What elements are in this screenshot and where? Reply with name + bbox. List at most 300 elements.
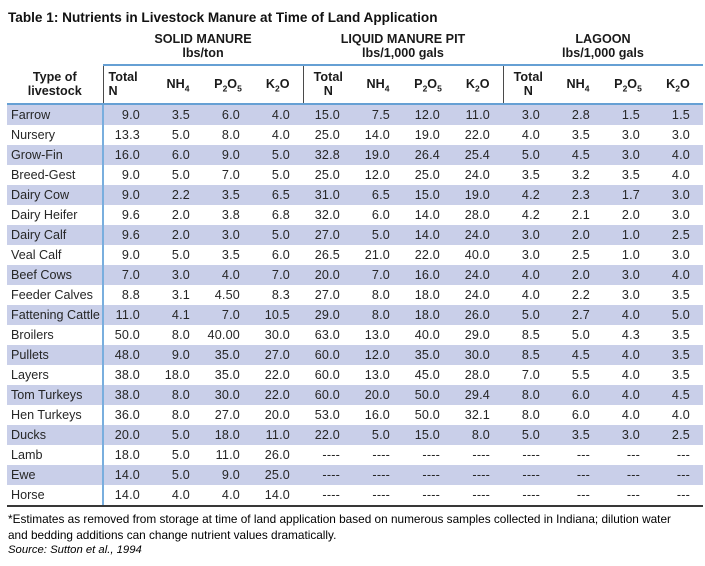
table-row: [7, 385, 703, 405]
group-lagoon: [503, 32, 703, 65]
table-row: [7, 285, 703, 305]
solid-nh4-value: 5.0: [171, 248, 190, 262]
liquid-k2o-value: 29.0: [464, 328, 490, 342]
solid-k2o-value: 25.0: [264, 468, 290, 482]
table-body: [7, 104, 703, 506]
corner-cell: [7, 32, 103, 65]
lagoon-p2o5-value: ---: [626, 468, 640, 482]
lagoon-p2o5-value: 2.0: [621, 208, 640, 222]
lagoon-nh4-value: 3.2: [571, 168, 590, 182]
lagoon-p2o5-value: ---: [603, 485, 653, 506]
liquid-nh4-value: 5.0: [371, 228, 390, 242]
solid-total-n-value: 38.0: [114, 368, 140, 382]
lagoon-total-n-value: 7.0: [521, 368, 540, 382]
liquid-k2o-value: ----: [472, 448, 490, 462]
liquid-total-n-value: 25.0: [314, 128, 340, 142]
lagoon-k2o-value: 2.5: [671, 428, 690, 442]
lagoon-p2o5-value: 1.5: [621, 108, 640, 122]
liquid-p2o5-value: 22.0: [414, 248, 440, 262]
table-row: [7, 125, 703, 145]
solid-nh4-value: 3.5: [171, 108, 190, 122]
livestock-name: Fattening Cattle: [7, 305, 103, 325]
livestock-name: Layers: [7, 365, 103, 385]
liquid-p2o5-value: 18.0: [414, 288, 440, 302]
livestock-name: Beef Cows: [7, 265, 103, 285]
liquid-k2o-value: 40.0: [464, 248, 490, 262]
livestock-name: Feeder Calves: [7, 285, 103, 305]
solid-total-n-value: 36.0: [114, 408, 140, 422]
liquid-total-n-value: 22.0: [314, 428, 340, 442]
lagoon-p2o5-value: 4.0: [621, 348, 640, 362]
solid-p2o5-value: 35.0: [214, 348, 240, 362]
col-header-k2o: $K_2O$: [653, 65, 703, 104]
solid-total-n-value: 9.6: [121, 228, 140, 242]
solid-nh4-value: 5.0: [171, 468, 190, 482]
solid-nh4-value: 8.0: [171, 408, 190, 422]
liquid-nh4-value: 13.0: [364, 328, 390, 342]
solid-nh4-value: 2.2: [171, 188, 190, 202]
solid-p2o5-value: 9.0: [221, 468, 240, 482]
liquid-nh4-value: 7.5: [371, 108, 390, 122]
lagoon-nh4-value: 2.0: [571, 228, 590, 242]
nutrients-table: [7, 32, 703, 507]
solid-p2o5-value: 3.8: [221, 208, 240, 222]
liquid-total-n-value: 31.0: [314, 188, 340, 202]
solid-k2o-value: 20.0: [264, 408, 290, 422]
solid-nh4-value: 18.0: [164, 368, 190, 382]
livestock-name: Hen Turkeys: [7, 405, 103, 425]
table-row: [7, 245, 703, 265]
lagoon-p2o5-value: 4.3: [621, 328, 640, 342]
solid-k2o-value: 6.5: [271, 188, 290, 202]
solid-nh4-value: 8.0: [171, 388, 190, 402]
lagoon-p2o5-value: 4.0: [621, 388, 640, 402]
solid-total-n-value: 9.6: [121, 208, 140, 222]
solid-nh4-value: 3.0: [171, 268, 190, 282]
lagoon-p2o5-value: 3.0: [621, 148, 640, 162]
lagoon-k2o-value: ---: [653, 485, 703, 506]
solid-total-n-value: 11.0: [115, 308, 140, 322]
col-header-nh4: $NH_4$: [353, 65, 403, 104]
liquid-total-n-value: 32.0: [314, 208, 340, 222]
solid-nh4-value: 3.1: [171, 288, 190, 302]
solid-total-n-value: 8.8: [121, 288, 140, 302]
solid-nh4-value: 5.0: [171, 428, 190, 442]
solid-total-n-value: 48.0: [114, 348, 140, 362]
liquid-k2o-value: 24.0: [464, 268, 490, 282]
lagoon-k2o-value: ---: [676, 468, 690, 482]
solid-total-n-value: 13.3: [114, 128, 140, 142]
lagoon-k2o-value: 5.0: [671, 308, 690, 322]
liquid-nh4-value: 8.0: [371, 288, 390, 302]
lagoon-k2o-value: 3.0: [671, 128, 690, 142]
liquid-total-n-value: ----: [322, 468, 340, 482]
solid-nh4-value: 2.0: [171, 228, 190, 242]
solid-total-n-value: 38.0: [114, 388, 140, 402]
lagoon-nh4-value: 3.5: [571, 128, 590, 142]
solid-total-n-value: 14.0: [114, 468, 140, 482]
lagoon-nh4-value: 5.5: [571, 368, 590, 382]
liquid-k2o-value: 29.4: [464, 388, 490, 402]
solid-k2o-value: 27.0: [264, 348, 290, 362]
liquid-p2o5-value: 50.0: [414, 408, 440, 422]
lagoon-total-n-value: ----: [503, 485, 553, 506]
solid-total-n-value: 7.0: [121, 268, 140, 282]
liquid-p2o5-value: 50.0: [414, 388, 440, 402]
solid-p2o5-value: 7.0: [221, 168, 240, 182]
lagoon-nh4-value: 2.5: [571, 248, 590, 262]
livestock-name: Farrow: [7, 104, 103, 125]
lagoon-p2o5-value: 4.0: [621, 408, 640, 422]
liquid-k2o-value: 19.0: [464, 188, 490, 202]
table-row: [7, 325, 703, 345]
lagoon-nh4-value: 3.5: [571, 428, 590, 442]
lagoon-k2o-value: 3.5: [671, 328, 690, 342]
lagoon-nh4-value: ---: [553, 485, 603, 506]
lagoon-k2o-value: ---: [676, 448, 690, 462]
lagoon-k2o-value: 4.5: [671, 388, 690, 402]
solid-p2o5-value: 27.0: [214, 408, 240, 422]
group-label: LAGOON: [575, 32, 631, 46]
liquid-nh4-value: 20.0: [364, 388, 390, 402]
liquid-k2o-value: 22.0: [464, 128, 490, 142]
group-unit: lbs/1,000 gals: [362, 46, 444, 60]
col-header-p2o5: $P_2O_5$: [403, 65, 453, 104]
liquid-p2o5-value: 14.0: [414, 208, 440, 222]
solid-k2o-value: 26.0: [264, 448, 290, 462]
column-header-row: [7, 65, 703, 104]
livestock-name: Tom Turkeys: [7, 385, 103, 405]
lagoon-k2o-value: 4.0: [671, 148, 690, 162]
col-header-k2o: $K_2O$: [453, 65, 503, 104]
liquid-p2o5-value: 16.0: [414, 268, 440, 282]
solid-total-n-value: 9.0: [121, 188, 140, 202]
liquid-nh4-value: 14.0: [364, 128, 390, 142]
solid-nh4-value: 5.0: [171, 448, 190, 462]
liquid-total-n-value: 29.0: [314, 308, 340, 322]
livestock-name: Veal Calf: [7, 245, 103, 265]
lagoon-k2o-value: 4.0: [671, 408, 690, 422]
lagoon-total-n-value: 4.2: [521, 188, 540, 202]
solid-nh4-value: 5.0: [171, 128, 190, 142]
solid-nh4-value: 4.1: [171, 308, 190, 322]
lagoon-k2o-value: 4.0: [671, 168, 690, 182]
liquid-nh4-value: ----: [372, 468, 390, 482]
solid-p2o5-value: 3.5: [221, 188, 240, 202]
table-title: Table 1: Nutrients in Livestock Manure at Time of Land Application: [8, 10, 438, 25]
group-label: LIQUID MANURE PIT: [340, 32, 466, 46]
liquid-total-n-value: 60.0: [314, 368, 340, 382]
solid-p2o5-value: 6.0: [221, 108, 240, 122]
solid-p2o5-value: 30.0: [214, 388, 240, 402]
col-header-total-n: Total N: [503, 65, 553, 104]
livestock-name: Grow-Fin: [7, 145, 103, 165]
solid-nh4-value: 9.0: [171, 348, 190, 362]
liquid-nh4-value: 13.0: [364, 368, 390, 382]
liquid-k2o-value: 8.0: [471, 428, 490, 442]
solid-p2o5-value: 9.0: [221, 148, 240, 162]
lagoon-total-n-value: 3.5: [521, 168, 540, 182]
lagoon-k2o-value: 3.5: [671, 348, 690, 362]
lagoon-p2o5-value: 1.7: [621, 188, 640, 202]
lagoon-nh4-value: 6.0: [571, 408, 590, 422]
lagoon-p2o5-value: 3.0: [621, 428, 640, 442]
solid-p2o5-value: 11.0: [215, 448, 240, 462]
group-unit: lbs/ton: [182, 46, 224, 60]
liquid-total-n-value: 60.0: [314, 348, 340, 362]
liquid-p2o5-value: 18.0: [414, 308, 440, 322]
solid-p2o5-value: 35.0: [214, 368, 240, 382]
lagoon-total-n-value: 8.5: [521, 348, 540, 362]
lagoon-k2o-value: 1.5: [671, 108, 690, 122]
solid-k2o-value: 6.8: [271, 208, 290, 222]
liquid-nh4-value: ----: [353, 485, 403, 506]
liquid-total-n-value: ----: [303, 485, 353, 506]
liquid-nh4-value: 19.0: [364, 148, 390, 162]
liquid-p2o5-value: 35.0: [414, 348, 440, 362]
liquid-p2o5-value: 14.0: [414, 228, 440, 242]
lagoon-k2o-value: 3.0: [671, 188, 690, 202]
solid-p2o5-value: 3.5: [221, 248, 240, 262]
solid-k2o-value: 5.0: [271, 148, 290, 162]
lagoon-total-n-value: ----: [522, 448, 540, 462]
lagoon-total-n-value: 8.0: [521, 388, 540, 402]
table-row: [7, 405, 703, 425]
liquid-total-n-value: 26.5: [314, 248, 340, 262]
solid-total-n-value: 50.0: [114, 328, 140, 342]
lagoon-nh4-value: 4.5: [571, 348, 590, 362]
liquid-k2o-value: 30.0: [464, 348, 490, 362]
solid-k2o-value: 8.3: [271, 288, 290, 302]
lagoon-total-n-value: 4.0: [521, 128, 540, 142]
table-row: [7, 104, 703, 125]
table-row: [7, 485, 703, 506]
lagoon-nh4-value: 2.8: [571, 108, 590, 122]
lagoon-nh4-value: 2.1: [571, 208, 590, 222]
lagoon-p2o5-value: 1.0: [621, 228, 640, 242]
solid-total-n-value: 16.0: [114, 148, 140, 162]
solid-k2o-value: 5.0: [271, 228, 290, 242]
lagoon-p2o5-value: 4.0: [621, 308, 640, 322]
solid-p2o5-value: 8.0: [221, 128, 240, 142]
lagoon-total-n-value: 4.2: [521, 208, 540, 222]
lagoon-nh4-value: 2.3: [571, 188, 590, 202]
group-unit: lbs/1,000 gals: [562, 46, 644, 60]
table-row: [7, 165, 703, 185]
liquid-nh4-value: 6.0: [371, 208, 390, 222]
col-header-total-n: Total N: [103, 65, 153, 104]
solid-k2o-value: 6.0: [271, 248, 290, 262]
lagoon-k2o-value: 3.0: [671, 208, 690, 222]
solid-total-n-value: 9.0: [121, 248, 140, 262]
liquid-p2o5-value: 15.0: [414, 188, 440, 202]
group-liquid-manure-pit: [303, 32, 503, 65]
lagoon-k2o-value: 2.5: [671, 228, 690, 242]
lagoon-p2o5-value: 3.0: [621, 268, 640, 282]
liquid-p2o5-value: ----: [422, 448, 440, 462]
lagoon-nh4-value: 6.0: [571, 388, 590, 402]
group-solid-manure: [103, 32, 303, 65]
livestock-name: Ducks: [7, 425, 103, 445]
solid-total-n-value: 20.0: [114, 428, 140, 442]
liquid-p2o5-value: ----: [422, 468, 440, 482]
lagoon-total-n-value: 5.0: [521, 148, 540, 162]
col-header-p2o5: $P_2O_5$: [203, 65, 253, 104]
lagoon-nh4-value: 2.7: [571, 308, 590, 322]
table-row: [7, 225, 703, 245]
lagoon-total-n-value: 8.5: [521, 328, 540, 342]
solid-k2o-value: 4.0: [271, 108, 290, 122]
liquid-nh4-value: 5.0: [371, 428, 390, 442]
solid-total-n-value: 14.0: [103, 485, 153, 506]
lagoon-nh4-value: ---: [576, 448, 590, 462]
liquid-nh4-value: 8.0: [371, 308, 390, 322]
liquid-p2o5-value: 45.0: [414, 368, 440, 382]
livestock-name: Broilers: [7, 325, 103, 345]
liquid-nh4-value: 16.0: [364, 408, 390, 422]
lagoon-nh4-value: 4.5: [571, 148, 590, 162]
group-header-row: [7, 32, 703, 65]
liquid-k2o-value: ----: [472, 468, 490, 482]
liquid-p2o5-value: 12.0: [414, 108, 440, 122]
table-row: [7, 345, 703, 365]
liquid-total-n-value: 32.8: [314, 148, 340, 162]
col-header-k2o: $K_2O$: [253, 65, 303, 104]
liquid-p2o5-value: 15.0: [414, 428, 440, 442]
table-row: [7, 205, 703, 225]
lagoon-p2o5-value: 1.0: [621, 248, 640, 262]
lagoon-k2o-value: 4.0: [671, 268, 690, 282]
liquid-k2o-value: 28.0: [464, 208, 490, 222]
table-row: [7, 365, 703, 385]
solid-p2o5-value: 3.0: [221, 228, 240, 242]
table-row: [7, 145, 703, 165]
livestock-name: Breed-Gest: [7, 165, 103, 185]
lagoon-p2o5-value: 3.0: [621, 128, 640, 142]
livestock-name: Dairy Heifer: [7, 205, 103, 225]
lagoon-total-n-value: 5.0: [521, 308, 540, 322]
liquid-k2o-value: 25.4: [464, 148, 490, 162]
solid-k2o-value: 5.0: [271, 168, 290, 182]
lagoon-total-n-value: 3.0: [521, 108, 540, 122]
lagoon-p2o5-value: ---: [626, 448, 640, 462]
col-header-livestock: Type of livestock: [7, 65, 103, 104]
liquid-total-n-value: 15.0: [314, 108, 340, 122]
solid-total-n-value: 9.0: [121, 108, 140, 122]
solid-k2o-value: 11.0: [265, 428, 290, 442]
livestock-name: Dairy Calf: [7, 225, 103, 245]
col-header-p2o5: $P_2O_5$: [603, 65, 653, 104]
liquid-total-n-value: 63.0: [314, 328, 340, 342]
solid-k2o-value: 30.0: [264, 328, 290, 342]
liquid-total-n-value: 27.0: [314, 228, 340, 242]
liquid-nh4-value: 7.0: [371, 268, 390, 282]
solid-p2o5-value: 4.50: [214, 288, 240, 302]
table-row: [7, 465, 703, 485]
solid-p2o5-value: 4.0: [221, 268, 240, 282]
solid-total-n-value: 9.0: [121, 168, 140, 182]
solid-p2o5-value: 4.0: [203, 485, 253, 506]
liquid-p2o5-value: 19.0: [414, 128, 440, 142]
solid-nh4-value: 8.0: [171, 328, 190, 342]
liquid-total-n-value: 20.0: [314, 268, 340, 282]
solid-k2o-value: 4.0: [271, 128, 290, 142]
solid-nh4-value: 6.0: [171, 148, 190, 162]
table-row: [7, 305, 703, 325]
liquid-p2o5-value: 25.0: [414, 168, 440, 182]
solid-p2o5-value: 40.00: [207, 328, 240, 342]
liquid-total-n-value: 27.0: [314, 288, 340, 302]
lagoon-nh4-value: ---: [576, 468, 590, 482]
solid-k2o-value: 7.0: [271, 268, 290, 282]
lagoon-p2o5-value: 4.0: [621, 368, 640, 382]
liquid-p2o5-value: ----: [403, 485, 453, 506]
table-row: [7, 265, 703, 285]
lagoon-total-n-value: 8.0: [521, 408, 540, 422]
liquid-k2o-value: 28.0: [464, 368, 490, 382]
liquid-k2o-value: 24.0: [464, 288, 490, 302]
table-row: [7, 445, 703, 465]
lagoon-k2o-value: 3.5: [671, 288, 690, 302]
liquid-k2o-value: ----: [453, 485, 503, 506]
table-row: [7, 185, 703, 205]
footnote: *Estimates as removed from storage at time of land application based on numerous samples collected in Indiana; dilution water and bedding additions can change nutrient values dramatically.: [8, 512, 671, 542]
lagoon-p2o5-value: 3.5: [621, 168, 640, 182]
livestock-name: Nursery: [7, 125, 103, 145]
liquid-total-n-value: 25.0: [314, 168, 340, 182]
liquid-k2o-value: 24.0: [464, 168, 490, 182]
solid-total-n-value: 18.0: [114, 448, 140, 462]
liquid-total-n-value: 53.0: [314, 408, 340, 422]
lagoon-nh4-value: 5.0: [571, 328, 590, 342]
lagoon-total-n-value: 3.0: [521, 228, 540, 242]
livestock-name: Pullets: [7, 345, 103, 365]
liquid-nh4-value: 6.5: [371, 188, 390, 202]
solid-nh4-value: 2.0: [171, 208, 190, 222]
lagoon-k2o-value: 3.0: [671, 248, 690, 262]
col-header-nh4: $NH_4$: [153, 65, 203, 104]
solid-k2o-value: 14.0: [253, 485, 303, 506]
source-citation: Source: Sutton et al., 1994: [8, 544, 142, 556]
solid-k2o-value: 10.5: [264, 308, 290, 322]
livestock-name: Dairy Cow: [7, 185, 103, 205]
col-header-nh4: $NH_4$: [553, 65, 603, 104]
livestock-name: Ewe: [7, 465, 103, 485]
solid-p2o5-value: 18.0: [214, 428, 240, 442]
liquid-nh4-value: ----: [372, 448, 390, 462]
liquid-total-n-value: ----: [322, 448, 340, 462]
liquid-nh4-value: 12.0: [364, 348, 390, 362]
lagoon-nh4-value: 2.2: [571, 288, 590, 302]
lagoon-total-n-value: 4.0: [521, 288, 540, 302]
solid-p2o5-value: 7.0: [221, 308, 240, 322]
liquid-k2o-value: 24.0: [464, 228, 490, 242]
liquid-p2o5-value: 40.0: [414, 328, 440, 342]
liquid-nh4-value: 21.0: [364, 248, 390, 262]
lagoon-total-n-value: ----: [522, 468, 540, 482]
lagoon-nh4-value: 2.0: [571, 268, 590, 282]
liquid-k2o-value: 32.1: [464, 408, 490, 422]
group-label: SOLID MANURE: [154, 32, 252, 46]
lagoon-k2o-value: 3.5: [671, 368, 690, 382]
livestock-name: Horse: [7, 485, 103, 506]
liquid-total-n-value: 60.0: [314, 388, 340, 402]
solid-k2o-value: 22.0: [264, 388, 290, 402]
solid-k2o-value: 22.0: [264, 368, 290, 382]
liquid-k2o-value: 11.0: [465, 108, 490, 122]
table-row: [7, 425, 703, 445]
lagoon-total-n-value: 3.0: [521, 248, 540, 262]
